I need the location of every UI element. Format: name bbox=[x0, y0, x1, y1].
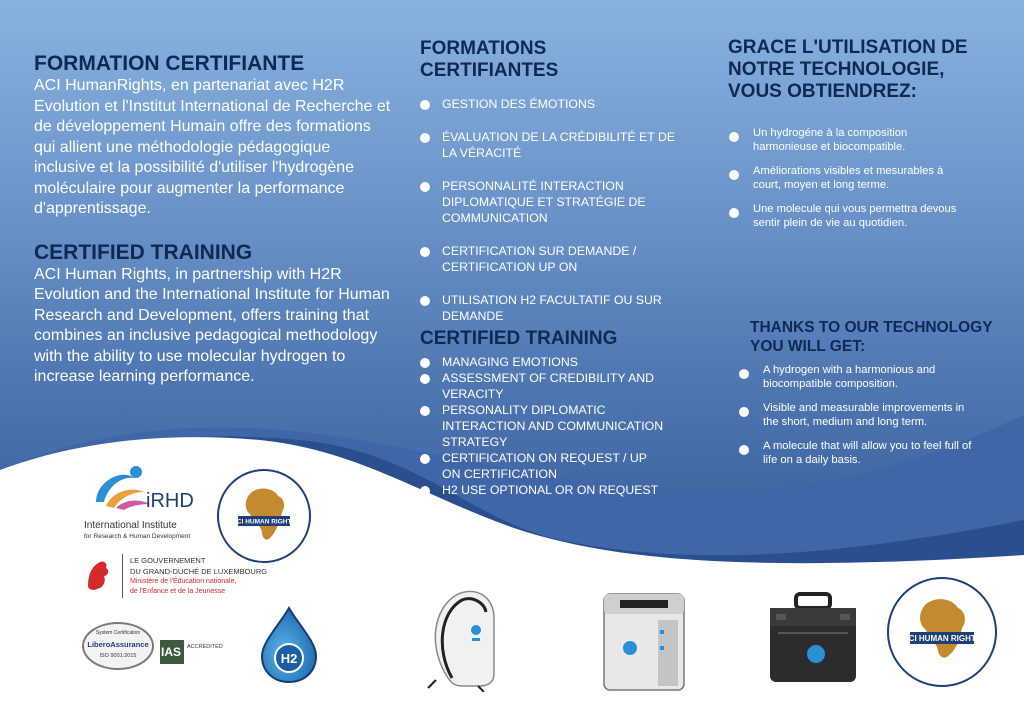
en-training-item: CERTIFICATION ON REQUEST / UP ON CERTIFICATION bbox=[442, 451, 647, 481]
aci-human-rights-emblem bbox=[216, 468, 312, 564]
fr-title: FORMATION CERTIFIANTE bbox=[34, 52, 305, 75]
libero-name: LiberoAssurance bbox=[87, 640, 149, 649]
en-title: CERTIFIED TRAINING bbox=[34, 240, 253, 264]
bullet-icon bbox=[420, 358, 430, 368]
lux-line-1: LE GOUVERNEMENT bbox=[130, 556, 206, 565]
bullet-icon bbox=[420, 406, 430, 416]
bullet-icon bbox=[729, 208, 739, 218]
bullet-icon bbox=[420, 486, 430, 496]
lux-line-3: Ministère de l'Éducation nationale, bbox=[130, 578, 237, 585]
iirhd-name: International Institute bbox=[84, 520, 177, 531]
fr-formations-title-line2: CERTIFIANTES bbox=[420, 60, 559, 81]
list-item bbox=[739, 439, 979, 467]
list-item bbox=[420, 402, 670, 450]
en-training-item: H2 USE OPTIONAL OR ON REQUEST bbox=[442, 483, 659, 497]
bullet-icon bbox=[739, 369, 749, 379]
africa-emblem-icon bbox=[216, 468, 312, 564]
fr-benefits-title-line2: NOTRE TECHNOLOGIE, bbox=[728, 59, 945, 80]
en-training-item: MANAGING EMOTIONS bbox=[442, 355, 578, 369]
red-lion-icon bbox=[82, 556, 114, 592]
middle-column bbox=[420, 38, 690, 82]
en-benefit-item: A molecule that will allow you to feel full of life on a daily basis. bbox=[763, 440, 972, 466]
iirhd-logo bbox=[84, 462, 214, 542]
water-drop-icon bbox=[258, 606, 320, 684]
h2-portable-case-product bbox=[766, 592, 860, 686]
list-item bbox=[739, 401, 979, 429]
en-benefit-item: Visible and measurable improvements in the short, medium and long term. bbox=[763, 402, 965, 428]
fr-benefits-list bbox=[729, 126, 969, 230]
aci-banner-large-text: ACI HUMAN RIGHTS bbox=[902, 634, 982, 643]
portable-case-image bbox=[766, 592, 860, 686]
list-item bbox=[420, 450, 652, 482]
fr-benefits-title-line1: GRACE L'UTILISATION DE bbox=[728, 37, 968, 58]
iirhd-acronym: iRHD bbox=[146, 490, 194, 512]
aci-banner-text: ACI HUMAN RIGHTS bbox=[232, 518, 296, 526]
bullet-icon bbox=[729, 132, 739, 142]
lux-line-2: DU GRAND-DUCHÉ DE LUXEMBOURG bbox=[130, 567, 268, 576]
luxembourg-government-logo bbox=[82, 554, 302, 602]
en-benefits-title bbox=[750, 318, 993, 356]
bullet-icon bbox=[729, 170, 739, 180]
bullet-icon bbox=[420, 100, 430, 110]
fr-body: ACI HumanRights, en partenariat avec H2R Evolution et l'Institut International de Recherche et de développement Humain offre des formations qui allient une méthodologie pédagogique inclusive et la possibilité d'utiliser l'hydrogène moléculaire pour augmenter la performance d'apprentissage. bbox=[34, 77, 391, 217]
ias-accredited-logo bbox=[160, 640, 223, 664]
bullet-icon bbox=[420, 374, 430, 384]
bullet-icon bbox=[420, 133, 430, 143]
fr-formations-title bbox=[420, 38, 690, 82]
en-benefits-list bbox=[739, 363, 979, 467]
list-item bbox=[729, 164, 969, 192]
list-item bbox=[420, 178, 680, 226]
list-item bbox=[420, 243, 680, 275]
libero-top-text: System Certification bbox=[95, 630, 141, 636]
fr-benefit-item: Améliorations visibles et mesurables à court, moyen et long terme. bbox=[753, 165, 944, 191]
en-training-item: ASSESSMENT OF CREDIBILITY AND VERACITY bbox=[442, 371, 655, 401]
h2-text: H2 bbox=[280, 651, 298, 666]
en-benefits-title-line1: THANKS TO OUR TECHNOLOGY bbox=[750, 319, 993, 336]
en-benefit-item: A hydrogen with a harmonious and biocompatible composition. bbox=[763, 364, 936, 390]
tower-generator-image bbox=[600, 590, 688, 694]
fr-formation-item: CERTIFICATION SUR DEMANDE / CERTIFICATION UP ON bbox=[442, 244, 637, 274]
libero-iso: ISO 9001:2015 bbox=[99, 653, 137, 659]
h2-generator-tower-product bbox=[600, 590, 688, 694]
list-item bbox=[729, 202, 969, 230]
fr-benefits-title-line3: VOUS OBTIENDREZ: bbox=[728, 81, 917, 102]
list-item bbox=[739, 363, 979, 391]
list-item bbox=[420, 292, 680, 324]
fr-formations-title-line1: FORMATIONS bbox=[420, 38, 547, 59]
en-training-title: CERTIFIED TRAINING bbox=[420, 328, 618, 349]
ias-text: IAS bbox=[161, 645, 182, 659]
fr-formation-item: PERSONNALITÉ INTERACTION DIPLOMATIQUE ET STRATÉGIE DE COMMUNICATION bbox=[442, 179, 646, 225]
divider bbox=[122, 554, 123, 598]
fr-formation-item: UTILISATION H2 FACULTATIF OU SUR DEMANDE bbox=[442, 293, 662, 323]
bullet-icon bbox=[420, 454, 430, 464]
list-item bbox=[729, 126, 969, 154]
fr-formations-list bbox=[420, 96, 680, 324]
list-item bbox=[420, 370, 670, 402]
en-training-list bbox=[420, 354, 670, 498]
fr-benefits-title bbox=[728, 37, 968, 103]
fr-benefit-item: Une molecule qui vous permettra devous sentir plein de vie au quotidien. bbox=[753, 203, 957, 229]
list-item bbox=[420, 129, 680, 161]
liberoassurance-logo bbox=[82, 622, 154, 670]
en-body: ACI Human Rights, in partnership with H2R Evolution and the International Institute for Human Research and Development, offers training that combines an inclusive pedagogical methodology with the ability to use molecular hydrogen to increase learning performance. bbox=[34, 265, 390, 385]
fr-benefit-item: Un hydrogéne à la composition harmonieuse et biocompatible. bbox=[753, 127, 908, 153]
list-item bbox=[420, 354, 670, 370]
bullet-icon bbox=[420, 182, 430, 192]
h2-drop-logo bbox=[258, 606, 320, 684]
list-item bbox=[420, 96, 680, 112]
bullet-icon bbox=[420, 247, 430, 257]
en-benefits-title-line2: YOU WILL GET: bbox=[750, 338, 866, 355]
aci-human-rights-emblem-large bbox=[886, 576, 998, 688]
iirhd-subtitle: for Research & Human Development bbox=[84, 533, 191, 540]
africa-emblem-large-icon bbox=[886, 576, 998, 688]
list-item bbox=[420, 482, 670, 498]
bullet-icon bbox=[420, 296, 430, 306]
lux-line-4: de l'Enfance et de la Jeunesse bbox=[130, 588, 226, 595]
en-training-item: PERSONALITY DIPLOMATIC INTERACTION AND COMMUNICATION STRATEGY bbox=[442, 403, 664, 449]
curved-generator-image bbox=[418, 588, 502, 692]
bullet-icon bbox=[739, 407, 749, 417]
bullet-icon bbox=[739, 445, 749, 455]
ias-accredited-text: ACCREDITED bbox=[187, 644, 223, 650]
h2-generator-curved-product bbox=[418, 588, 502, 692]
fr-formation-item: ÉVALUATION DE LA CRÉDIBILITÉ ET DE LA VÉRACITÉ bbox=[442, 130, 676, 160]
left-column bbox=[34, 52, 394, 388]
fr-formation-item: GESTION DES ÉMOTIONS bbox=[442, 97, 596, 111]
